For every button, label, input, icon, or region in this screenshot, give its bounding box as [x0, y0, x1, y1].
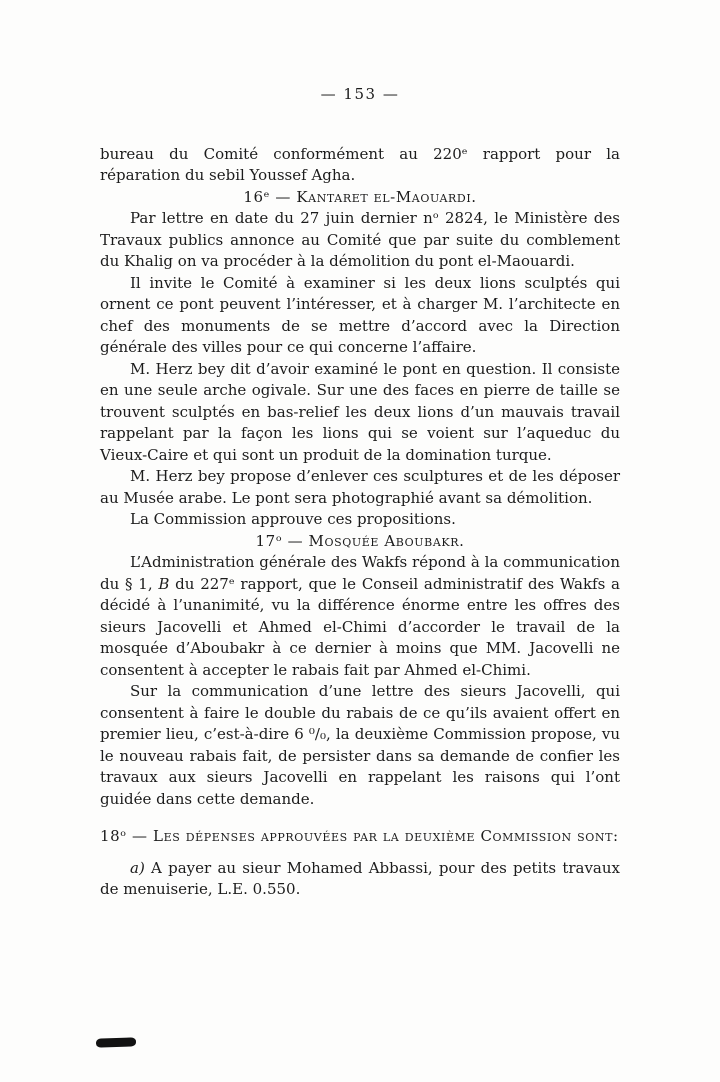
paragraph-herz-proposition: [100, 466, 620, 509]
page-content: [100, 144, 620, 901]
section-heading-17-text: 17ᵒ — Mosquée Aboubakr.: [255, 531, 465, 550]
section-heading-16-text: 16ᵉ — Kantaret el-Maouardi.: [243, 187, 477, 206]
section-heading-18-text: 18ᵒ — Les dépenses approuvées par la deuxième Commission sont:: [100, 827, 619, 845]
paragraph-continuation-text: bureau du Comité conformément au 220ᵉ rapport pour la réparation du sebil Youssef Agha.: [100, 144, 620, 184]
paragraph-depense-a-text: A payer au sieur Mohamed Abbassi, pour des petits travaux de menuiserie, L.E. 0.550.: [100, 858, 620, 898]
paragraph-wakfs-reponse-italic: B: [158, 574, 170, 593]
paragraph-commission-approuve: [100, 509, 620, 531]
section-heading-17: [100, 531, 620, 553]
section-heading-18: [100, 826, 620, 848]
scan-artifact: [96, 1037, 136, 1047]
paragraph-jacovelli-rabais: [100, 681, 620, 810]
paragraph-lettre-ministere: [100, 208, 620, 273]
paragraph-lettre-ministere-text: Par lettre en date du 27 juin dernier nᵒ 2824, le Ministère des Travaux publics annonce au Comité que par suite du comblement du Khalig on va procéder à la démolition du pont el-Maouardi.: [100, 209, 620, 270]
paragraph-commission-approuve-text: La Commission approuve ces propositions.: [130, 510, 456, 528]
paragraph-depense-a: [100, 858, 620, 901]
paragraph-wakfs-reponse-text: du 227ᵉ rapport, que le Conseil administratif des Wakfs a décidé à l’unanimité, vu la différence énorme entre les offres des sieurs Jacovelli et Ahmed el-Chimi d’accorder le travail de la mosquée d’Aboubakr à ce dernier à moins que MM. Jacovelli ne consentent à accepter le rabais fait par Ahmed el-Chimi.: [100, 574, 620, 679]
paragraph-herz-examen-text: M. Herz bey dit d’avoir examiné le pont en question. Il consiste en une seule arche ogivale. Sur une des faces en pierre de taille se trouvent sculptés en bas-relief les deux lions d’un mauvais travail rappelant par la façon les lions qui se voient sur l’aqueduc du Vieux-Caire et qui sont un produit de la domination turque.: [100, 359, 620, 464]
paragraph-herz-proposition-text: M. Herz bey propose d’enlever ces sculptures et de les déposer au Musée arabe. Le pont sera photographié avant sa démolition.: [100, 467, 620, 507]
paragraph-wakfs-reponse: [100, 552, 620, 681]
page-number: — 153 —: [320, 85, 400, 103]
paragraph-wakfs-reponse-text: L’Administration générale des Wakfs répond à la communication du § 1,: [100, 553, 620, 593]
paragraph-invitation-comite-text: Il invite le Comité à examiner si les deux lions sculptés qui ornent ce pont peuvent l’intéresser, et à charger M. l’architecte en chef des monuments de se mettre d’accord avec la Direction générale des villes pour ce qui concerne l’affaire.: [100, 273, 620, 356]
paragraph-jacovelli-rabais-text: Sur la communication d’une lettre des sieurs Jacovelli, qui consentent à faire le double du rabais de ce qu’ils avaient offert en premier lieu, c’est-à-dire 6 ⁰/₀, la deuxième Commission propose, vu le nouveau rabais fait, de persister dans sa demande de confier les travaux aux sieurs Jacovelli en rappelant les raisons qui l’ont guidée dans cette demande.: [100, 682, 620, 808]
paragraph-herz-examen: [100, 359, 620, 467]
paragraph-depense-a-italic: a): [130, 858, 145, 877]
section-heading-16: [100, 187, 620, 209]
paragraph-continuation: [100, 144, 620, 187]
paragraph-invitation-comite: [100, 273, 620, 359]
